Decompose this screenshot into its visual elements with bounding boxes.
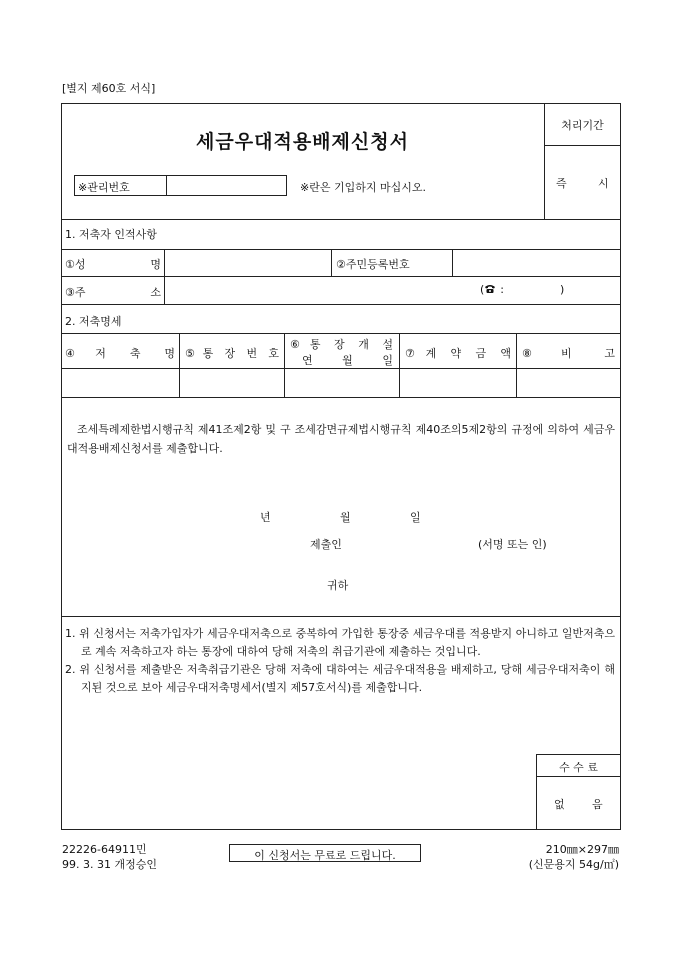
phone-field bbox=[480, 283, 564, 296]
divider bbox=[544, 145, 621, 146]
divider bbox=[61, 616, 621, 617]
submitter-label: 제출인 bbox=[310, 538, 342, 551]
fee-value: 음 bbox=[592, 798, 603, 811]
date-month: 월 bbox=[340, 511, 351, 524]
fee-value: 없 bbox=[554, 798, 565, 811]
col-header-account-name: ④저 축 명 bbox=[65, 347, 175, 360]
divider bbox=[166, 175, 167, 196]
divider bbox=[536, 754, 621, 755]
paper-type: (신문용지 54g/㎡) bbox=[528, 858, 619, 871]
col-header-open-date-2: 연 월 일 bbox=[302, 354, 393, 367]
approval-date: 99. 3. 31 개정승인 bbox=[62, 858, 157, 871]
mgmt-no-label: ※관리번호 bbox=[78, 181, 130, 194]
divider bbox=[284, 333, 285, 397]
phone-colon: : bbox=[500, 283, 505, 296]
form-code: 22226-64911민 bbox=[62, 843, 147, 856]
paper-size: 210㎜×297㎜ bbox=[545, 843, 619, 856]
divider bbox=[452, 249, 453, 276]
divider bbox=[516, 333, 517, 397]
date-year: 년 bbox=[260, 511, 271, 524]
rrn-label: ②주민등록번호 bbox=[336, 258, 410, 271]
divider bbox=[536, 776, 621, 777]
col-header-passbook-no: ⑤통 장 번 호 bbox=[185, 347, 279, 360]
name-label bbox=[65, 256, 161, 272]
telephone-icon bbox=[484, 283, 496, 294]
address-label-a: ③주 bbox=[65, 286, 86, 299]
fee-label: 수 수 료 bbox=[559, 761, 598, 774]
divider bbox=[61, 333, 621, 334]
processing-period-value: 즉 bbox=[556, 177, 567, 190]
divider bbox=[61, 397, 621, 398]
declaration-paragraph: 조세특례제한법시행규칙 제41조제2항 및 구 조세감면규제법시행규칙 제40조의5제2항의 규정에 의하여 세금우대적용배제신청서를 제출합니다. bbox=[67, 423, 615, 455]
divider bbox=[61, 276, 621, 277]
notes bbox=[65, 625, 615, 697]
processing-period-value: 시 bbox=[598, 177, 609, 190]
note-item: 1. 위 신청서는 저축가입자가 세금우대저축으로 중복하여 가입한 통장중 세금우대를 적용받지 아니하고 일반저축으로 계속 저축하고자 하는 통장에 대하여 당해 저축의 취급기관에 제출하는 것입니다. bbox=[65, 627, 615, 658]
recipient: 귀하 bbox=[327, 579, 349, 592]
col-header-contract-amount: ⑦계 약 금 액 bbox=[405, 347, 511, 360]
col-header-remarks: ⑧비 고 bbox=[522, 347, 615, 360]
form-frame bbox=[61, 103, 621, 830]
divider bbox=[61, 249, 621, 250]
name-label-a: ①성 bbox=[65, 258, 86, 271]
free-notice: 이 신청서는 무료로 드립니다. bbox=[254, 849, 396, 862]
name-label-b: 명 bbox=[150, 258, 161, 271]
address-label-b: 소 bbox=[150, 286, 161, 299]
phone-paren-close: ) bbox=[560, 283, 565, 296]
declaration-text bbox=[67, 420, 615, 458]
divider bbox=[61, 368, 621, 369]
section2-heading: 2. 저축명세 bbox=[65, 315, 122, 328]
phone-paren-open: ( bbox=[480, 283, 485, 296]
divider bbox=[179, 333, 180, 397]
page-title: 세금우대적용배제신청서 bbox=[196, 131, 409, 153]
divider bbox=[61, 219, 621, 220]
mgmt-no-note: ※란은 기입하지 마십시오. bbox=[300, 181, 426, 194]
col-header-open-date-1: ⑥통 장 개 설 bbox=[290, 338, 393, 351]
address-label bbox=[65, 284, 161, 300]
signature-note: (서명 또는 인) bbox=[478, 538, 547, 551]
divider bbox=[331, 249, 332, 276]
note-item: 2. 위 신청서를 제출받은 저축취급기관은 당해 저축에 대하여는 세금우대적용을 배제하고, 당해 세금우대저축이 해지된 것으로 보아 세금우대저축명세서(별지 제57호서식)를 제출합니다. bbox=[65, 663, 615, 694]
divider bbox=[61, 304, 621, 305]
form-number-tag: [별지 제60호 서식] bbox=[62, 82, 156, 95]
section1-heading: 1. 저축자 인적사항 bbox=[65, 228, 157, 241]
divider bbox=[399, 333, 400, 397]
date-day: 일 bbox=[410, 511, 421, 524]
processing-period-label: 처리기간 bbox=[561, 119, 604, 132]
